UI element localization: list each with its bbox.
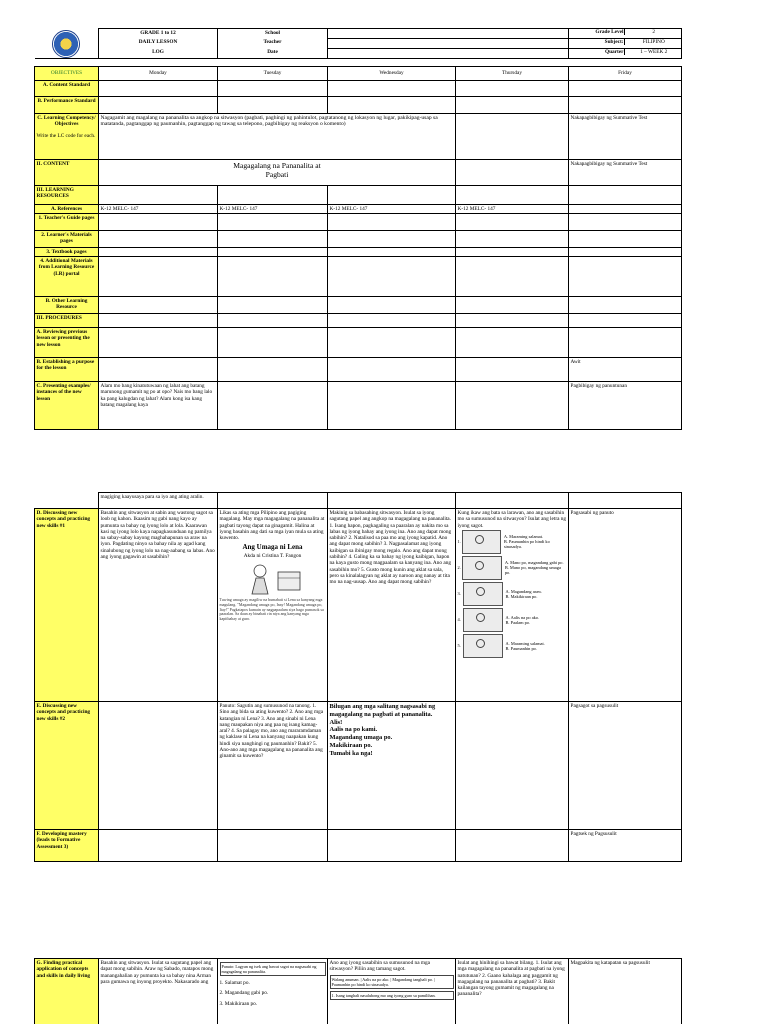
wednesday-finding-cell <box>328 959 456 1024</box>
friday-finding: Magpakita ng katapatan sa pagsusulit <box>569 959 682 1024</box>
cell-fri-a[interactable] <box>569 80 682 96</box>
scene-picture-icon <box>463 608 503 632</box>
row-additional-materials: 4. Additional Materials from Learning Resource (LR) portal <box>35 257 99 297</box>
cell-tue-rev[interactable] <box>218 328 328 358</box>
row-learning-resources: III. LEARNING RESOURCES <box>35 185 99 204</box>
picture-option-row <box>458 634 567 658</box>
wed-melc: K-12 MELC- 147 <box>328 204 456 213</box>
quarter-cell <box>569 48 682 58</box>
subject-value: FILIPINO <box>624 39 682 45</box>
cell-tue-lr[interactable] <box>218 185 328 204</box>
objectives-heading: OBJECTIVES <box>35 66 99 80</box>
friday-discussing-1: Pagsasabi ng panuto <box>569 509 682 702</box>
picture-option-choices <box>505 560 567 575</box>
cell-wed-est[interactable] <box>328 358 456 382</box>
cell-thu-lm[interactable] <box>456 230 569 247</box>
picture-option-choices <box>506 589 543 599</box>
quarter-value: 1 – WEEK 2 <box>624 49 682 55</box>
cell-thu-f[interactable] <box>456 830 569 862</box>
row-discussing-2: E. Discussing new concepts and practicing new skills #2 <box>35 702 99 830</box>
row-finding: G. Finding practical application of concepts and skills in daily living <box>35 959 99 1024</box>
picture-option-b[interactable]: B. Paumanhin po hindi ko sinasadya. <box>503 539 550 550</box>
friday-developing: Pagtsek ng Pagsusulit <box>569 830 682 862</box>
scene-picture-icon <box>462 556 501 580</box>
picture-option-number: 3. <box>457 591 461 597</box>
subject-cell <box>569 38 682 48</box>
content-title-cell <box>99 159 456 185</box>
picture-option-b[interactable]: B. Paumanhin po. <box>505 645 537 651</box>
monday-discussing-1: Basahin ang sitwasyon at sabin ang wastong sagot sa loob ng kahon. Ikaasim ng gabi nang kayo ay pumunta sa bahay ng iyong lolo at lola. Kaarawan kasi ng iyong lolo kaya napagkasunduan ng pamilya na sabay-sabay kayong maghahapunan sa araw na iyon. Pagdating ninyo sa bahay nila ay agad kang sinalubong ng iyong lolo na nag-aabang sa labas. Ano ang iyong gagawin at sasabihin? <box>99 509 218 702</box>
story-title: Ang Umaga ni Lena <box>242 543 303 552</box>
cell-mon-e[interactable] <box>99 702 218 830</box>
row-reviewing: A. Reviewing previous lesson or presenting the new lesson <box>35 328 99 358</box>
cell-fri-tg[interactable] <box>569 213 682 230</box>
girl-illustration-icon <box>238 562 308 596</box>
day-thursday: Thursday <box>456 66 569 80</box>
cell-mon-est[interactable] <box>99 358 218 382</box>
tuesday-g-instructions: Panuto: Lagyan ng tsek ang bawat sagot na nagsasabi ng magagalang na pananalita. <box>220 962 326 976</box>
scene-picture-icon <box>462 530 501 554</box>
picture-option-row <box>458 530 567 554</box>
cell-fri-lr[interactable] <box>569 185 682 204</box>
picture-option-choices <box>506 641 545 651</box>
cell-mon-pr[interactable] <box>99 314 218 328</box>
cell-mon-a[interactable] <box>99 80 218 96</box>
cell-thu-tb[interactable] <box>456 247 569 256</box>
cell-tue-f[interactable] <box>218 830 328 862</box>
deped-seal-icon <box>52 30 80 58</box>
cell-tue-tg[interactable] <box>218 213 328 230</box>
picture-option-a[interactable]: A. Maraming salamat. <box>503 534 544 540</box>
lesson-log-table-page-2 <box>34 492 682 862</box>
row-procedures: III. PROCEDURES <box>35 314 99 328</box>
wednesday-e-title: Bilugan ang mga salitang nagsasabi ng magagalang na pagbati at pananalita. <box>329 703 436 718</box>
cell-wed-tb[interactable] <box>328 247 456 256</box>
cell-mon-lr[interactable] <box>99 185 218 204</box>
cell-fri-or[interactable] <box>569 297 682 314</box>
wednesday-discussing-1: Makinig sa babasahing sitwasyon. Isulat sa iyong sagutang papel ang angkop na magagalang na pananalita. 1. Isang hapon, pagkagaling sa paaralan ay nakita mo sa labas ng iyong bahay ang iyong ina. Ano ang dapat mong sabihin? 2. Natalisod sa paa mo ang iyong kapatid. Ano ang dapat mong sabihin? 3. Nagpasalamat ang iyong kaibigan sa ibinigay mong regalo. Ano ang dapat mong sabihin? 4. Galing ka sa bahay ng iyong kaibigan, hapon na kaya gusto mong magpaalam sa kanyang ina. Ano ang sasabihin mo? 5. Gusto mong kunin ang aklat sa sala, pero sa kinalalagyan ng aklat ay naroon ang nanay at tita mo na nag-uusap. Ano ang dapat mong sabihin? <box>328 509 456 702</box>
teacher-label: Teacher <box>218 38 328 48</box>
cell-tue-est[interactable] <box>218 358 328 382</box>
thursday-discussing-1-cell <box>456 509 569 702</box>
grade-range: GRADE 1 to 12 <box>99 29 218 39</box>
cell-wed-tg[interactable] <box>328 213 456 230</box>
picture-option-number: 1. <box>457 539 461 545</box>
tuesday-g-item: 3. Makikiraan po. <box>219 1000 258 1007</box>
continued-label-blank <box>35 493 99 509</box>
row-establishing: B. Establishing a purpose for the lesson <box>35 358 99 382</box>
cell-fri-cont[interactable] <box>569 493 682 509</box>
row-textbook-pages: 3. Textbook pages <box>35 247 99 256</box>
quarter-label: Quarter <box>604 48 624 55</box>
row-discussing-1: D. Discussing new concepts and practicing new skills #1 <box>35 509 99 702</box>
content-title-line-2: Pagbati <box>265 169 289 179</box>
cell-wed-b[interactable] <box>328 96 456 113</box>
wednesday-g-item: 1. Isang tanghali nasalubong mo ang iyong guro sa pamilihan. <box>330 991 454 1000</box>
lesson-log-table-page-1 <box>34 28 682 430</box>
cell-thu-am[interactable] <box>456 257 569 297</box>
picture-option-number: 5. <box>457 643 461 649</box>
teacher-value[interactable] <box>328 38 569 48</box>
picture-option-row <box>458 582 567 606</box>
header-spacer <box>35 58 682 66</box>
picture-option-choices <box>504 534 567 549</box>
cell-wed-am[interactable] <box>328 257 456 297</box>
tue-melc: K-12 MELC- 147 <box>218 204 328 213</box>
log-title-line-1: DAILY LESSON <box>99 38 218 48</box>
grade-level-value: 2 <box>624 29 682 35</box>
day-monday: Monday <box>99 66 218 80</box>
lesson-log-table-page-3 <box>34 958 682 1024</box>
cell-wed-pr[interactable] <box>328 314 456 328</box>
thu-melc: K-12 MELC- 147 <box>456 204 569 213</box>
row-performance-standard: B. Performance Standard <box>35 96 99 113</box>
cell-mon-tg[interactable] <box>99 213 218 230</box>
tuesday-g-item: 2. Magandang gabi po. <box>219 990 269 997</box>
cell-fri-rev[interactable] <box>569 328 682 358</box>
picture-option-number: 4. <box>457 617 461 623</box>
row-learning-competency-cell <box>35 113 99 159</box>
cell-wed-a[interactable] <box>328 80 456 96</box>
cell-thu-tg[interactable] <box>456 213 569 230</box>
wednesday-discussing-2-cell <box>328 702 456 830</box>
day-friday: Friday <box>569 66 682 80</box>
day-wednesday: Wednesday <box>328 66 456 80</box>
cell-fri-tb[interactable] <box>569 247 682 256</box>
thursday-finding: Isulat ang hinihingi sa bawat bilang. 1. Isulat ang mga magagalang na pananalita at pagbati na iyong natutunan? 2. Gaano kahalaga ang paggamit ng magagalang na pananalita at pagbati? 3. Bakit kailangan tayong gumamit ng magagalang na pananalita? <box>456 959 569 1024</box>
row-learning-competency: C. Learning Competency/ Objectives <box>37 114 96 127</box>
wednesday-g-intro: Ano ang iyong sasabihin sa sumusunod na mga sitwasyon? Piliin ang tamang sagot. <box>329 960 430 973</box>
lc-code-note: Write the LC code for each. <box>36 133 96 140</box>
cell-tue-tb[interactable] <box>218 247 328 256</box>
monday-continued: magiging kaayusaya para sa iyo ang ating aralin. <box>99 493 218 509</box>
scene-picture-icon <box>463 582 503 606</box>
cell-tue-b[interactable] <box>218 96 328 113</box>
row-content-standard: A. Content Standard <box>35 80 99 96</box>
thursday-picture-options <box>458 530 567 658</box>
cell-thu-a[interactable] <box>456 80 569 96</box>
cell-thu-lr[interactable] <box>456 185 569 204</box>
tuesday-g-item: 1. Salamat po. <box>219 980 250 986</box>
mon-melc: K-12 MELC- 147 <box>99 204 218 213</box>
cell-tue-am[interactable] <box>218 257 328 297</box>
wednesday-e-item: Magandang umaga po. <box>329 734 393 742</box>
story-text: Tuwing umaga ay magiliw na bumabati si Lena sa kanyang mga magulang. "Magandang umaga po, Inay! Magandang umaga po, Itay!" Pagkatapos kumain ay nagpapaalam siya bago pumasok sa paaralan. Sa daan ay binabati rin niya ang kanyang mga kapitbahay at guro. <box>219 597 324 622</box>
cell-mon-or[interactable] <box>99 297 218 314</box>
picture-option-a[interactable]: A. Aalis na po ako. <box>505 614 540 620</box>
cell-thu-pr[interactable] <box>456 314 569 328</box>
cell-wed-rev[interactable] <box>328 328 456 358</box>
cell-mon-f[interactable] <box>99 830 218 862</box>
cell-tue-a[interactable] <box>218 80 328 96</box>
cell-fri-lm[interactable] <box>569 230 682 247</box>
friday-establishing: Awit <box>569 358 682 382</box>
row-other-resources: B. Other Learning Resource <box>35 297 99 314</box>
grade-level-cell <box>569 29 682 39</box>
picture-option-row <box>458 608 567 632</box>
tuesday-discussing-1-cell <box>218 509 328 702</box>
deped-seal-cell <box>35 29 99 59</box>
cell-fri-ref[interactable] <box>569 204 682 213</box>
row-learners-materials: 2. Learner's Materials pages <box>35 230 99 247</box>
row-content: II. CONTENT <box>35 159 99 185</box>
date-value[interactable] <box>328 48 569 58</box>
monday-finding: Basahin ang sitwasyon. Isulat sa sagutang papel ang dapat mong sabihin. Araw ng Sabado, matapos mong manangahalian ay pumunta ka sa bahay nina Arman para gumawa ng inyong proyekto. Nakasarado ang <box>99 959 218 1024</box>
cell-wed-or[interactable] <box>328 297 456 314</box>
wednesday-e-item: Aalis na po kami. <box>329 726 378 734</box>
grade-level-label: Grade Level <box>595 29 624 35</box>
picture-option-number: 2. <box>457 565 461 571</box>
picture-option-a[interactable]: A. Magandang araw. <box>505 588 543 594</box>
picture-option-choices <box>506 615 540 625</box>
cell-wed-f[interactable] <box>328 830 456 862</box>
row-presenting: C. Presenting examples/ instances of the new lesson <box>35 382 99 430</box>
picture-option-a[interactable]: A. Mano po, magandang gabi po. <box>504 560 564 566</box>
cell-thu-or[interactable] <box>456 297 569 314</box>
cell-thu-pres[interactable] <box>456 382 569 430</box>
cell-thu-c[interactable] <box>456 113 569 159</box>
row-teachers-guide: 1. Teacher's Guide pages <box>35 213 99 230</box>
cell-wed-lm[interactable] <box>328 230 456 247</box>
cell-thu-e[interactable] <box>456 702 569 830</box>
picture-option-b[interactable]: B. Makikiraan po. <box>505 593 538 599</box>
cell-tue-cont[interactable] <box>218 493 328 509</box>
thursday-intro: Kung ikaw ang bata sa larawan, ano ang sasabihin mo sa sumusunod na sitwasyon? Isulat ang letra ng iyong sagot. <box>457 510 567 529</box>
content-title-line-1: Magagalang na Pananalita at <box>233 160 321 170</box>
friday-summative-content: Nakapagbibigay ng Summative Test <box>569 159 682 185</box>
date-label: Date <box>218 48 328 58</box>
friday-discussing-2: Pagsagot sa pagsusulit <box>569 702 682 830</box>
cell-thu-content[interactable] <box>456 159 569 185</box>
subject-label: Subject: <box>604 38 624 45</box>
cell-fri-pr[interactable] <box>569 314 682 328</box>
cell-wed-cont[interactable] <box>328 493 456 509</box>
log-title-line-2: LOG <box>99 48 218 58</box>
cell-mon-am[interactable] <box>99 257 218 297</box>
friday-summative-c: Nakapagbibigay ng Summative Test <box>569 113 682 159</box>
picture-option-row <box>458 556 567 580</box>
cell-mon-b[interactable] <box>99 96 218 113</box>
tuesday-story-intro: Likas sa ating mga Pilipino ang pagiging magalang. May mga magagalang na pananalita at pagbati tayong dapat na ginagamit. Halina at iyong basahin ang dati sa mga iyan mula sa ating kuwento. <box>219 510 325 542</box>
wednesday-e-item: Tumabi ka nga! <box>329 749 373 757</box>
picture-option-a[interactable]: A. Maraming salamat. <box>505 640 545 646</box>
cell-tue-or[interactable] <box>218 297 328 314</box>
monday-presenting: Alam mo bang kinatutuwaan ng lahat ang batang marunong gumamit ng po at opo? Nais mo bang lalo ka pang kalugdan ng lahat? Alam kong isa kang batang magalang kaya <box>99 382 218 430</box>
cell-wed-lr[interactable] <box>328 185 456 204</box>
cell-thu-b[interactable] <box>456 96 569 113</box>
cell-mon-tb[interactable] <box>99 247 218 256</box>
friday-presenting: Pagbibigay ng panuntunan <box>569 382 682 430</box>
picture-option-b[interactable]: B. Paalam po. <box>505 619 531 625</box>
picture-option-b[interactable]: B. Mano po, magandang umaga po. <box>504 565 561 576</box>
cell-mon-lm[interactable] <box>99 230 218 247</box>
tuesday-finding-cell <box>218 959 328 1024</box>
cell-tue-pr[interactable] <box>218 314 328 328</box>
cell-tue-pres[interactable] <box>218 382 328 430</box>
cell-tue-lm[interactable] <box>218 230 328 247</box>
cell-thu-est[interactable] <box>456 358 569 382</box>
cell-mon-rev[interactable] <box>99 328 218 358</box>
wednesday-g-choices: Walang anuman. | Aalis na po ako. | Magandang tanghali po. | Paumanhin po hindi ko sinasadya. <box>330 975 454 989</box>
school-label: School <box>218 29 328 39</box>
learning-competency-text: Nagagamit ang magalang na pananalita sa angkop na sitwasyon (pagbati, paghingi ng pahintulot, pagtatanong ng lokasyon ng lugar, pakikipag-usap sa matatanda, pagtanggap ng paumanhin, pagtanggap ng tawag sa telepono, pagbibigay ng reaksyon o komento) <box>99 113 456 159</box>
cell-thu-cont[interactable] <box>456 493 569 509</box>
cell-thu-rev[interactable] <box>456 328 569 358</box>
row-references: A. References <box>35 204 99 213</box>
scene-picture-icon <box>463 634 503 658</box>
day-tuesday: Tuesday <box>218 66 328 80</box>
story-author: Akda ni Cristina T. Fangon <box>243 552 302 559</box>
cell-wed-pres[interactable] <box>328 382 456 430</box>
cell-fri-am[interactable] <box>569 257 682 297</box>
row-developing: F. Developing mastery (leads to Formative Assessment 3) <box>35 830 99 862</box>
tuesday-discussing-2: Panuto: Sagutin ang sumusunod na tanong. 1. Sino ang bida sa ating kuwento? 2. Ano ang mga katangian ni Lena? 3. Ano ang sinabi ni Lena nang maupakan niya ang paa ng isang kamag-aral? 4. Sa palagay mo, ano ang mararamdaman ng kaklase ni Lena na kanyang naapakan kung hindi siya nanghingi ng paumanhin? Bakit? 5. Ano-ano ang mga magagalang na pananalita ang ginamit sa kuwento? <box>218 702 328 830</box>
wednesday-e-item: Makikiraan po. <box>329 741 373 749</box>
school-value[interactable] <box>328 29 569 39</box>
wednesday-e-item: Alis! <box>329 718 343 726</box>
cell-fri-b[interactable] <box>569 96 682 113</box>
